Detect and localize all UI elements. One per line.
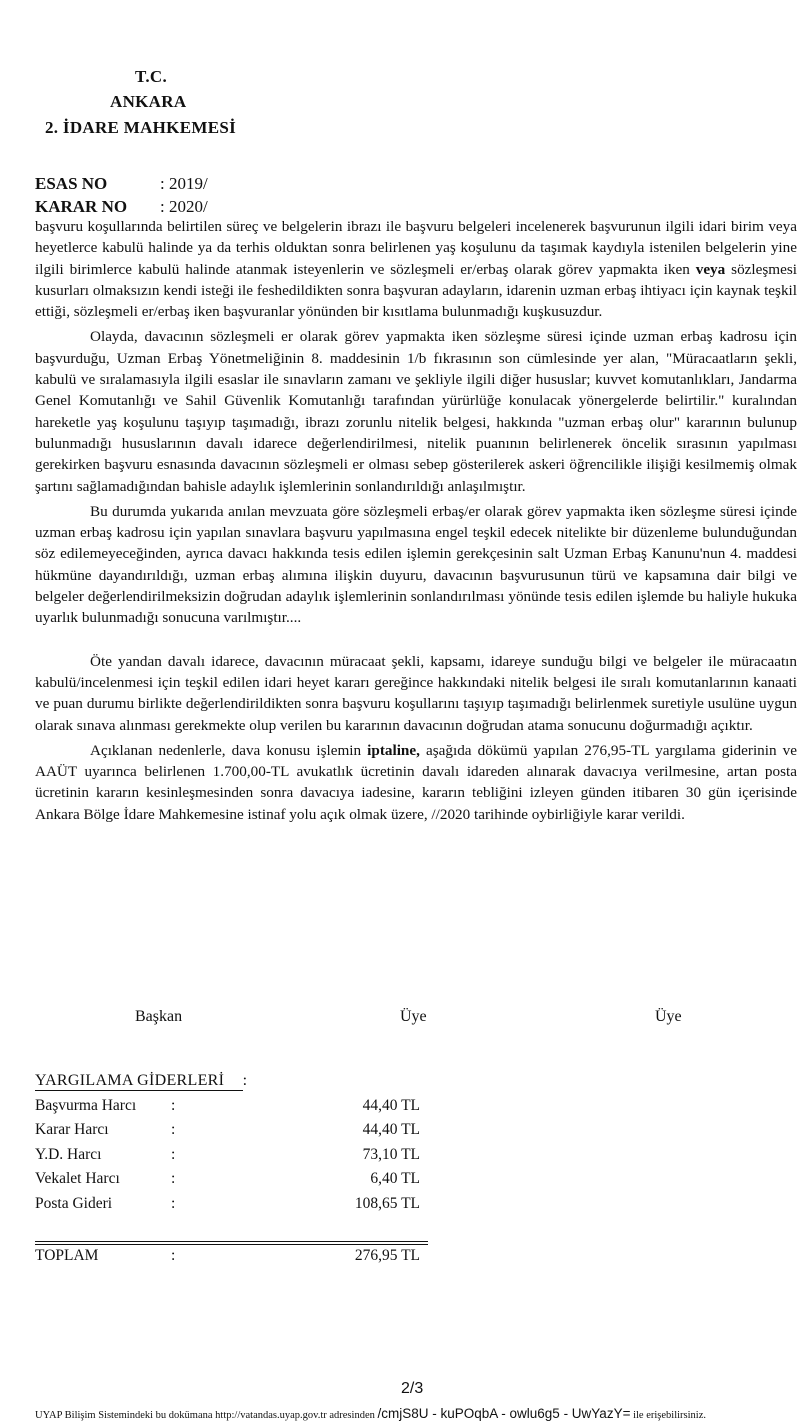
- cost-row: [35, 1195, 435, 1219]
- cost-name: Y.D. Harcı: [35, 1146, 102, 1163]
- cost-name: Vekalet Harcı: [35, 1170, 120, 1187]
- cost-colon: :: [171, 1170, 176, 1187]
- paragraph-1: [35, 216, 797, 322]
- cost-colon: :: [171, 1195, 176, 1212]
- cost-amount: 6,40 TL: [370, 1170, 420, 1187]
- total-row: [35, 1247, 435, 1271]
- cost-colon: :: [171, 1097, 176, 1114]
- karar-label: KARAR NO: [35, 197, 128, 216]
- paragraph-5: [35, 740, 797, 825]
- header-city: ANKARA: [110, 92, 187, 111]
- total-amount: 276,95 TL: [354, 1247, 420, 1264]
- paragraph-1-bold: veya: [695, 260, 726, 278]
- cost-row: [35, 1170, 435, 1194]
- paragraph-1-text: başvuru koşullarında belirtilen süreç ve belgelerin ibrazı ile başvuru belgeleri incelenerek başvurunun ilgili idari birim veya heyetlerce kabulü halinde ya da terhis olduktan sonra belirlenen yaş koşulunu da taşımak kaydıyla istenilen belgelerin yine ilgili birimlerce kabulü halinde atanmak isteyenlerin ve sözleşmeli er/erbaş olarak görev yapmakta iken: [35, 218, 797, 278]
- esas-no: [35, 174, 208, 194]
- karar-no: [35, 197, 208, 217]
- cost-amount: 44,40 TL: [362, 1121, 420, 1138]
- esas-value: : 2019/: [160, 174, 208, 193]
- cost-amount: 108,65 TL: [354, 1195, 420, 1212]
- cost-row: [35, 1097, 435, 1121]
- costs-title: [35, 1072, 247, 1090]
- footer-prefix: UYAP Bilişim Sistemindeki bu dokümana http://vatandas.uyap.gov.tr adresinden: [35, 1410, 375, 1421]
- cost-name: Karar Harcı: [35, 1121, 109, 1138]
- paragraph-5-text: Açıklanan nedenlerle, dava konusu işlemin: [90, 741, 368, 759]
- signature-uye-2: Üye: [655, 1008, 682, 1025]
- page-number: 2/3: [401, 1380, 424, 1397]
- cost-row: [35, 1121, 435, 1145]
- cost-name: Başvurma Harcı: [35, 1097, 137, 1114]
- paragraph-3: Bu durumda yukarıda anılan mevzuata göre sözleşmeli erbaş/er olarak görev yapmakta iken sözleşme süresi içinde uzman erbaş kadrosu için yapılan sınavlara başvuru yapılmasına engel teşkil edecek nitelikte bir düzenleme bulunduğundan söz edilemeyeceğinden, ayrıca davacı hakkında tesis edilen işlemin gerekçesinin salt Uzman Erbaş Kanunu'nun 4. maddesi hükmüne dayandırıldığı, uzman erbaş alımına ilişkin duyuru, davacının başvurusunun türü ve kapsamına dair bilgi ve belgeler değerlendirilmeksizin doğrudan adaylık işlemlerinin sonlandırılması yönünde tesis edilen işlemde bu haliyle hukuka uyarlık bulunmadığı sonucuna varılmıştır....: [35, 502, 797, 627]
- decision-body: [35, 216, 797, 825]
- cost-colon: :: [171, 1121, 176, 1138]
- costs-title-colon: :: [242, 1072, 248, 1089]
- header-court: 2. İDARE MAHKEMESİ: [45, 118, 236, 137]
- cost-colon: :: [171, 1146, 176, 1163]
- paragraph-5-end: aşağıda dökümü yapılan 276,95-TL yargılama giderinin ve AAÜT uyarınca belirlenen 1.700,00-TL avukatlık ücretinin davalı idareden alınarak davacıya verilmesine, artan posta ücretinin kararın kesinleşmesinden sonra davacıya iadesine, kararın tebliğini izleyen günden itibaren 30 gün içerisinde Ankara Bölge İdare Mahkemesine istinaf yolu açık olmak üzere, //2020 tarihinde oybirliğiyle karar verildi.: [35, 741, 798, 823]
- esas-label: ESAS NO: [35, 174, 108, 193]
- costs-title-text: YARGILAMA GİDERLERİ: [35, 1072, 225, 1089]
- footer-code: /cmjS8U - kuPOqbA - owlu6g5 - UwYazY=: [377, 1406, 631, 1421]
- paragraph-5-bold: iptaline,: [367, 741, 420, 759]
- cost-amount: 44,40 TL: [362, 1097, 420, 1114]
- footer-verification: [35, 1406, 706, 1421]
- header-tc: T.C.: [135, 67, 168, 86]
- total-divider-top: [35, 1241, 428, 1242]
- paragraph-2: Olayda, davacının sözleşmeli er olarak görev yapmakta iken sözleşme süresi içinde uzman erbaş kadrosu için başvurduğu, Uzman Erbaş Yönetmeliğinin 8. maddesinin 1/b fıkrasının son cümlesinde yer alan, "Müracaatların şekli, kabulü ve sıralamasıyla ilgili esaslar ile sınavların zamanı ve şekliyle ilgili diğer hususlar; kuvvet komutanlıkları, Jandarma Genel Komutanlığı ve Sahil Güvenlik Komutanlığı tarafından yürürlüğe konulacak yönergelerde belirtilir." kuralından hareketle yaş koşulunu taşıyıp taşımadığı, ibrazı zorunlu nitelik belgesi, hakkında "uzman erbaş olur" kararının bulunup bulunmadığı hususlarının davalı idarece değerlendirilmesi, nitelik puanının belirlenerek öncelik sırasının yapılması gerekirken başvuru esnasında davacının sözleşmeli er olması sebep gösterilerek askeri öğrencilikle ilişiği kesilmemiş olmak şartını sağlamadığından bahisle adaylık işlemlerinin sonlandırıldığı anlaşılmıştır.: [35, 328, 797, 495]
- total-label: TOPLAM: [35, 1247, 99, 1264]
- total-colon: :: [171, 1247, 176, 1264]
- cost-row: [35, 1146, 435, 1170]
- cost-amount: 73,10 TL: [362, 1146, 420, 1163]
- paragraph-4: Öte yandan davalı idarece, davacının müracaat şekli, kapsamı, idareye sunduğu bilgi ve belgeler ile müracaatın kabulü/incelenmesi için teşkil edilen idari heyet kararı gereğince hakkındaki nitelik belgesi ile sıralı komutanlarının kanaati ve puan durumu birlikte değerlendirildikten sonra başvuru koşullarını taşıyıp taşımadığı belirlenmek suretiyle usulüne uygun olarak sınava alınması gerekmekte olup verilen bu kararının davacının doğrudan atama sonucunu doğurmadığı açıktır.: [35, 652, 797, 734]
- cost-name: Posta Gideri: [35, 1195, 113, 1212]
- total-divider-bottom: [35, 1244, 428, 1245]
- paragraph-1-end: sözleşmesi kusurları olmaksızın kendi isteği ile feshedildikten sonra başvuran adayların, idarenin uzman erbaş ihtiyacı için kaynak teşkil ettiği, sözleşmeli er/erbaş iken başvuranlar yönünden bir kısıtlama bulunmadığı kuşkusuzdur.: [35, 260, 797, 321]
- signature-baskan: Başkan: [135, 1008, 183, 1025]
- karar-value: : 2020/: [160, 197, 208, 216]
- footer-suffix: ile erişebilirsiniz.: [633, 1410, 706, 1421]
- signature-uye-1: Üye: [400, 1008, 427, 1025]
